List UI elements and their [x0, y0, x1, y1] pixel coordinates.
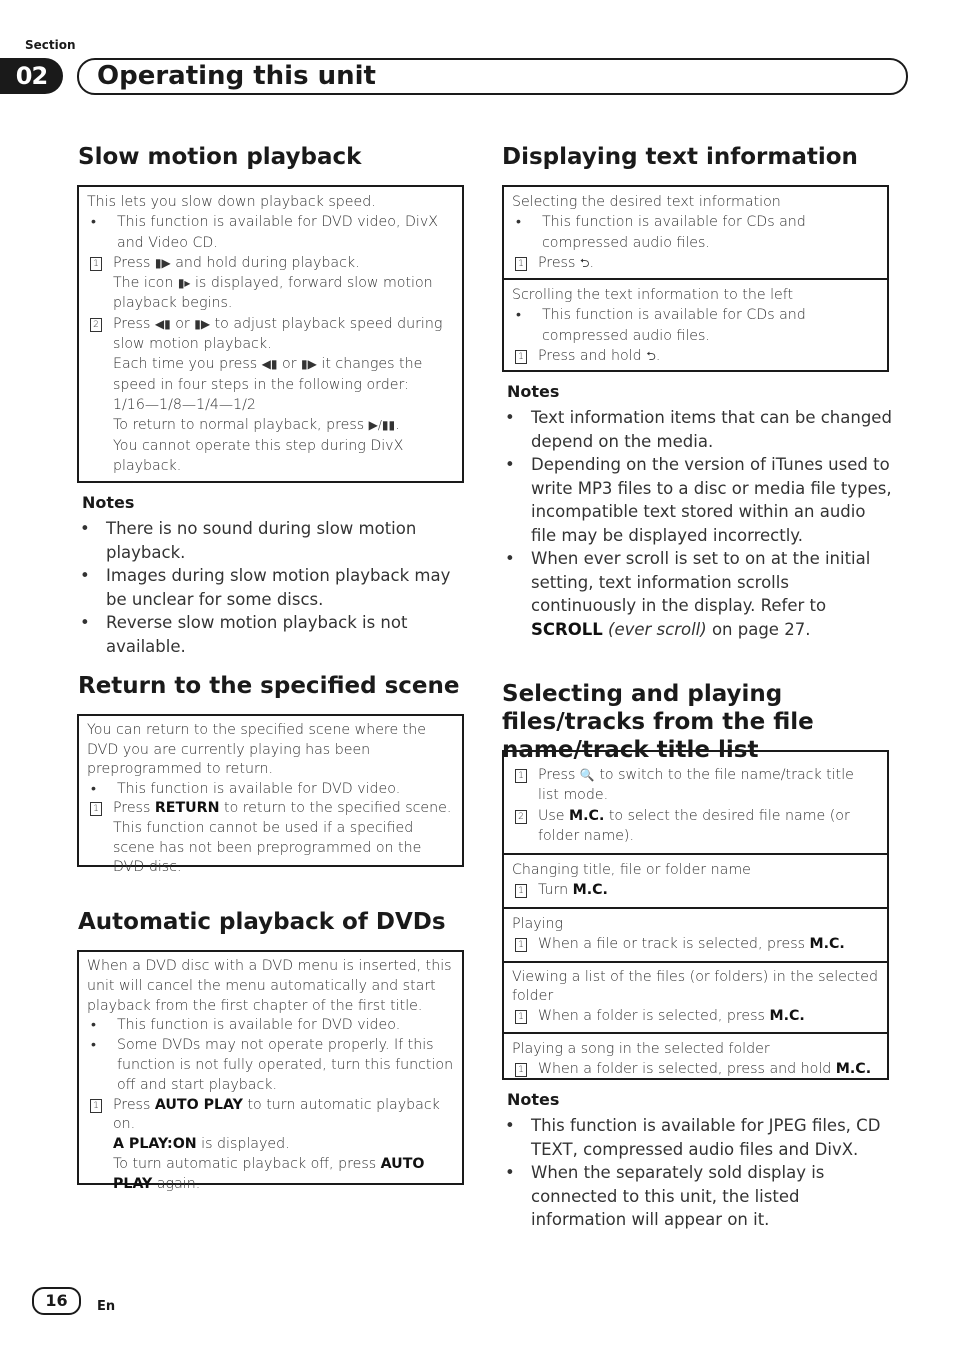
step-text: You cannot operate this step during DivX playback. [113, 437, 404, 474]
mc-key: M.C. [769, 1007, 805, 1024]
step-text: This function cannot be used if a specified scene has not been preprogrammed on the DVD disc. [113, 819, 422, 876]
step-text: and hold during playback. [175, 254, 360, 271]
back-arrow-icon: ⮌ [579, 255, 590, 270]
speed-order: 1/16—1/8—1/4—1/2 [113, 396, 256, 413]
back-arrow-icon: ⮌ [646, 348, 656, 363]
return-scene-box: You can return to the specified scene where the DVD you are currently playing has been preprogrammed to return. • This function is available for DVD video. 1 Press RETURN to return to the specified scene. This function cannot be used if a specified scene has not been preprogrammed on the DVD disc. [77, 714, 464, 867]
step-number: 1 [90, 802, 102, 816]
subsection-title: Changing title, file or folder name [512, 862, 751, 878]
auto-play-key: AUTO PLAY [113, 1155, 425, 1192]
step-text: When a folder is selected, press and hold [538, 1061, 832, 1078]
notes-heading: Notes [507, 382, 560, 401]
bullet: • [91, 214, 96, 231]
auto-bullet: This function is available for DVD video. [117, 1017, 401, 1034]
slow-forward-icon: ▮▶ [154, 255, 171, 270]
step-number: 1 [515, 938, 527, 952]
text-info-bullet: This function is available for CDs and compressed audio files. [542, 307, 806, 344]
slow-motion-box [77, 185, 464, 483]
step-number: 2 [515, 810, 527, 824]
section-number-badge: 02 [0, 58, 63, 94]
auto-playback-heading: Automatic playback of DVDs [78, 909, 446, 935]
scroll-setting: SCROLL [531, 619, 603, 639]
step-text: . [655, 347, 661, 364]
step-number: 1 [515, 884, 527, 898]
list-item: • When ever scroll is set to on at the initial setting, text information scrolls continuously in the display. Refer to SCROLL (ever scroll) on page 27. [505, 549, 871, 639]
list-item: • Images during slow motion playback may be unclear for some discs. [80, 566, 451, 609]
slow-motion-indicator-icon: ▮▸ [177, 276, 191, 291]
step-text: Press [538, 254, 576, 271]
list-item: • This function is available for JPEG files, CD TEXT, compressed audio files and DivX. [505, 1116, 881, 1159]
step-text: to select the desired file name (or folder name). [538, 807, 850, 844]
step-text: The icon [113, 275, 174, 292]
return-key: RETURN [154, 800, 220, 817]
step-text: . [589, 254, 594, 271]
auto-play-key: AUTO PLAY [154, 1096, 243, 1113]
slow-reverse-icon: ◀▮ [154, 316, 171, 331]
list-item: • Text information items that can be changed depend on the media. [505, 408, 892, 451]
mc-key: M.C. [835, 1061, 872, 1078]
notes-heading: Notes [82, 493, 135, 512]
step-text: or [175, 315, 190, 332]
language-label: En [97, 1299, 116, 1314]
step-number: 1 [515, 350, 527, 364]
step-number: 1 [90, 257, 102, 271]
slow-forward-icon: ▮▶ [301, 357, 317, 372]
file-list-heading: Selecting and playing files/tracks from the file name/track title list [502, 681, 814, 763]
step-text: When a file or track is selected, press [538, 936, 805, 953]
subsection-title: Playing [512, 916, 564, 932]
step-number: 1 [515, 257, 527, 271]
page-number: 16 [32, 1287, 81, 1315]
step-text: Press [113, 315, 151, 332]
return-intro: You can return to the specified scene where the DVD you are currently playing has been preprogrammed to return. [87, 722, 426, 778]
mc-key: M.C. [809, 936, 845, 953]
mc-key: M.C. [569, 807, 605, 824]
step-text: Use [538, 807, 565, 824]
list-item: • Depending on the version of iTunes used to write MP3 files to a disc or media file types, incompatible text stored within an audio file may be displayed incorrectly. [505, 455, 892, 545]
slow-forward-icon: ▮▶ [194, 316, 211, 331]
auto-intro: When a DVD disc with a DVD menu is inserted, this unit will cancel the menu automatically and start playback from the first chapter of the first title. [87, 958, 452, 1014]
step-text: To turn automatic playback off, press [113, 1155, 377, 1172]
step-text: is displayed. [201, 1136, 290, 1153]
text-info-bullet: This function is available for CDs and compressed audio files. [542, 214, 806, 251]
text-notes-list [503, 406, 893, 641]
return-scene-heading: Return to the specified scene [78, 673, 460, 699]
step-text: to return to the specified scene. [224, 800, 452, 817]
auto-bullet: Some DVDs may not operate properly. If this function is not fully operated, turn this function off and start playback. [117, 1037, 454, 1093]
step-number: 1 [515, 1063, 527, 1077]
slow-notes-list [78, 517, 466, 658]
notes-heading: Notes [507, 1090, 560, 1109]
text-info-box: Selecting the desired text information • This function is available for CDs and compressed audio files. 1 Press ⮌. Scrolling the text information to the left • This function is available for CDs and compressed audio files. 1 Press and hold ⮌. [502, 185, 889, 372]
step-text: To return to normal playback, press [113, 417, 365, 434]
step-text: to adjust playback speed during slow motion playback. [113, 315, 443, 353]
step-text: Press [113, 254, 151, 271]
step-text: . [395, 417, 400, 434]
subsection-title: Viewing a list of the files (or folders) in the selected folder [512, 969, 878, 1005]
step-number: 1 [515, 769, 527, 783]
list-item: • When the separately sold display is connected to this unit, the listed information will appear on it. [505, 1163, 825, 1229]
step-text: When a folder is selected, press [538, 1007, 765, 1024]
search-icon: 🔍 [579, 768, 595, 782]
step-text: or [282, 356, 297, 373]
page-title: Operating this unit [77, 58, 908, 95]
step-text: to switch to the file name/track title list mode. [538, 767, 854, 804]
list-item: • Reverse slow motion playback is not available. [80, 613, 408, 656]
step-text: is displayed, forward slow motion playback begins. [113, 275, 433, 312]
step-text: Press [538, 767, 576, 783]
list-item: • There is no sound during slow motion playback. [80, 519, 417, 562]
step-text: again. [156, 1175, 201, 1192]
step-number: 1 [515, 1010, 527, 1024]
step-text: Each time you press [113, 356, 258, 373]
step-text: it changes the speed in four steps in the following order: [113, 356, 423, 393]
subsection-title: Scrolling the text information to the left [512, 287, 794, 303]
step-text: Press and hold [538, 347, 642, 364]
text-info-heading: Displaying text information [502, 144, 858, 170]
step-text: Press [113, 800, 151, 817]
slow-motion-heading: Slow motion playback [78, 144, 362, 170]
step-text: to turn automatic playback on. [113, 1096, 440, 1133]
play-pause-icon: ▶/▮▮ [368, 418, 396, 433]
subsection-title: Selecting the desired text information [512, 194, 781, 210]
step-text: Press [113, 1096, 151, 1113]
file-list-box [502, 750, 889, 1080]
slow-bullet: This function is available for DVD video, DivX and Video CD. [117, 214, 438, 251]
list-notes-list [503, 1114, 893, 1232]
slow-reverse-icon: ◀▮ [261, 357, 278, 372]
step-number: 2 [90, 318, 102, 332]
display-text: A PLAY:ON [113, 1136, 197, 1153]
auto-playback-box: When a DVD disc with a DVD menu is inserted, this unit will cancel the menu automatically and start playback from the first chapter of the first title. • This function is available for DVD video. • Some DVDs may not operate properly. If this function is not fully operated, turn this function off and start playback. 1 Press AUTO PLAY to turn automatic playback on. A PLAY:ON is displayed. To turn automatic playback off, press AUTO PLAY again. [77, 950, 464, 1185]
step-text: Turn [538, 882, 569, 899]
return-bullet: This function is available for DVD video. [117, 780, 401, 797]
mc-key: M.C. [572, 882, 608, 899]
subsection-title: Playing a song in the selected folder [512, 1041, 770, 1057]
section-label: Section [25, 38, 76, 52]
step-number: 1 [90, 1099, 102, 1113]
slow-intro: This lets you slow down playback speed. [87, 194, 376, 210]
